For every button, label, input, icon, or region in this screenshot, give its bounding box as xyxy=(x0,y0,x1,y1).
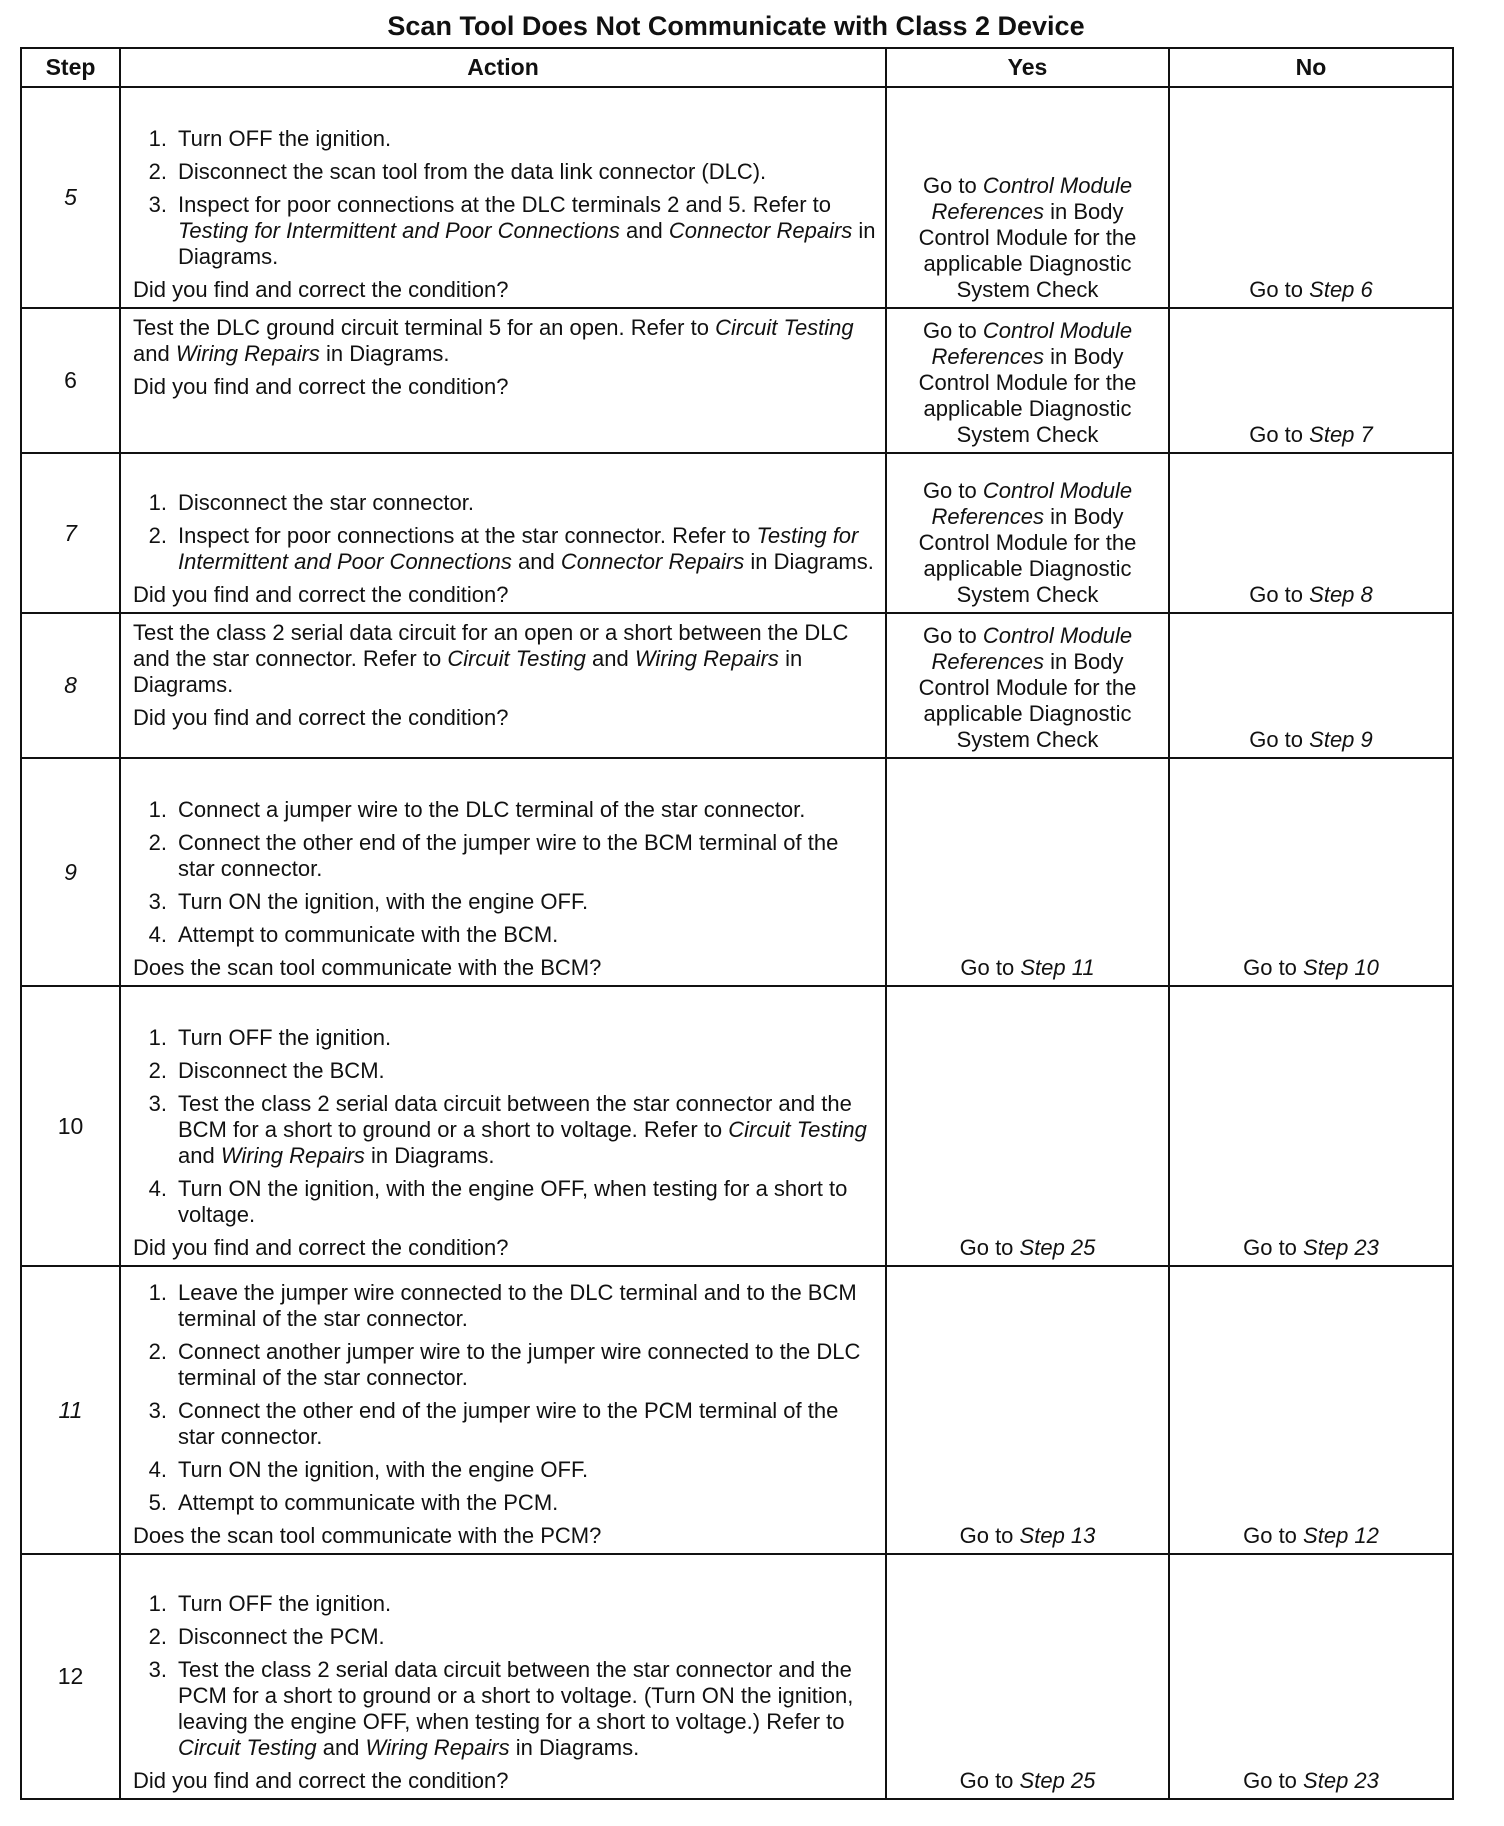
header-action: Action xyxy=(120,48,886,87)
step-number: 10 xyxy=(21,986,120,1266)
step-number: 12 xyxy=(21,1554,120,1799)
yes-cell: Go to Step 25 xyxy=(886,1554,1169,1799)
reference-link: Wiring Repairs xyxy=(634,646,779,671)
table-row xyxy=(21,87,1453,308)
action-item: Connect a jumper wire to the DLC terminal of the star connector. xyxy=(178,797,806,822)
header-step: Step xyxy=(21,48,120,87)
action-item: Inspect for poor connections at the DLC terminals 2 and 5. Refer to Testing for Intermittent and Poor Connections and Connector Repairs in Diagrams. xyxy=(178,192,876,269)
action-item: Disconnect the star connector. xyxy=(178,490,474,515)
action-item: Connect the other end of the jumper wire to the BCM terminal of the star connector. xyxy=(178,830,839,881)
yes-cell: Go to Control Module References in Body Control Module for the applicable Diagnostic System Check xyxy=(886,613,1169,758)
action-cell: 1. Turn OFF the ignition. 2. Disconnect the scan tool from the data link connector (DLC). 3. Inspect for poor connections at the DLC terminals 2 and 5. Refer to Testing for Intermittent and Poor Connections and Connector Repairs in Diagrams. Did you find and correct the condition? xyxy=(120,87,886,308)
header-no: No xyxy=(1169,48,1453,87)
reference-link: Circuit Testing xyxy=(447,646,586,671)
question: Did you find and correct the condition? xyxy=(133,705,509,730)
step-number: 7 xyxy=(21,453,120,613)
yes-cell: Go to Control Module References in Body Control Module for the applicable Diagnostic System Check xyxy=(886,453,1169,613)
no-cell: Go to Step 23 xyxy=(1169,986,1453,1266)
table-row xyxy=(21,613,1453,758)
diagnostic-table xyxy=(20,47,1454,1800)
header-yes: Yes xyxy=(886,48,1169,87)
action-cell xyxy=(120,613,886,758)
reference-link: Circuit Testing xyxy=(728,1117,867,1142)
action-item: Connect another jumper wire to the jumper wire connected to the DLC terminal of the star connector. xyxy=(178,1339,861,1390)
reference-link: Testing for Intermittent and Poor Connections xyxy=(178,523,859,574)
question: Does the scan tool communicate with the PCM? xyxy=(133,1523,602,1548)
action-item: Turn OFF the ignition. xyxy=(178,1025,392,1050)
action-item: Inspect for poor connections at the star connector. Refer to Testing for Intermittent and Poor Connections and Connector Repairs in Diagrams. xyxy=(178,523,874,574)
reference-link: Testing for Intermittent and Poor Connections xyxy=(178,218,620,243)
action-text: Test the DLC ground circuit terminal 5 for an open. Refer to Circuit Testing and Wiring Repairs in Diagrams. xyxy=(133,315,854,366)
reference-link: Wiring Repairs xyxy=(175,341,320,366)
reference-link: Circuit Testing xyxy=(715,315,854,340)
no-cell: Go to Step 7 xyxy=(1169,308,1453,453)
action-cell xyxy=(120,308,886,453)
reference-link: Connector Repairs xyxy=(560,549,745,574)
table-row xyxy=(21,308,1453,453)
question: Did you find and correct the condition? xyxy=(133,374,509,399)
reference-link: Circuit Testing xyxy=(178,1735,317,1760)
action-item: Turn OFF the ignition. xyxy=(178,1591,392,1616)
table-row xyxy=(21,1554,1453,1799)
action-item: Attempt to communicate with the BCM. xyxy=(178,922,559,947)
no-cell: Go to Step 9 xyxy=(1169,613,1453,758)
step-number: 11 xyxy=(21,1266,120,1554)
page-title: Scan Tool Does Not Communicate with Class 2 Device xyxy=(387,11,1085,41)
reference-link: Connector Repairs xyxy=(668,218,853,243)
yes-cell: Go to Step 25 xyxy=(886,986,1169,1266)
reference-link: Wiring Repairs xyxy=(220,1143,365,1168)
no-cell: Go to Step 8 xyxy=(1169,453,1453,613)
no-cell: Go to Step 6 xyxy=(1169,87,1453,308)
action-item: Test the class 2 serial data circuit between the star connector and the BCM for a short to ground or a short to voltage. Refer to Circuit Testing and Wiring Repairs in Diagrams. xyxy=(178,1091,867,1168)
question: Did you find and correct the condition? xyxy=(133,1768,509,1793)
table-row xyxy=(21,453,1453,613)
action-item: Test the class 2 serial data circuit between the star connector and the PCM for a short to ground or a short to voltage. (Turn ON the ignition, leaving the engine OFF, when testing for a short to voltage.) Refer to Circuit Testing and Wiring Repairs in Diagrams. xyxy=(178,1657,854,1760)
no-cell: Go to Step 23 xyxy=(1169,1554,1453,1799)
yes-cell: Go to Step 13 xyxy=(886,1266,1169,1554)
question: Does the scan tool communicate with the BCM? xyxy=(133,955,602,980)
step-number: 6 xyxy=(21,308,120,453)
table-row xyxy=(21,1266,1453,1554)
action-cell: 1. Disconnect the star connector. 2. Inspect for poor connections at the star connector. Refer to Testing for Intermittent and Poor Connections and Connector Repairs in Diagrams. Did you find and correct the condition? xyxy=(120,453,886,613)
question: Did you find and correct the condition? xyxy=(133,582,509,607)
question: Did you find and correct the condition? xyxy=(133,277,509,302)
action-cell: 1. Connect a jumper wire to the DLC terminal of the star connector. 2. Connect the other end of the jumper wire to the BCM terminal of the star connector. 3. Turn ON the ignition, with the engine OFF. 4. Attempt to communicate with the BCM. Does the scan tool communicate with the BCM? xyxy=(120,758,886,986)
action-item: Disconnect the BCM. xyxy=(178,1058,385,1083)
no-cell: Go to Step 10 xyxy=(1169,758,1453,986)
yes-cell: Go to Control Module References in Body Control Module for the applicable Diagnostic System Check xyxy=(886,308,1169,453)
no-cell: Go to Step 12 xyxy=(1169,1266,1453,1554)
action-item: Turn OFF the ignition. xyxy=(178,126,392,151)
table-row xyxy=(21,986,1453,1266)
action-item: Turn ON the ignition, with the engine OFF, when testing for a short to voltage. xyxy=(178,1176,848,1227)
action-item: Attempt to communicate with the PCM. xyxy=(178,1490,559,1515)
step-number: 5 xyxy=(21,87,120,308)
action-text: Test the class 2 serial data circuit for an open or a short between the DLC and the star connector. Refer to Circuit Testing and Wiring Repairs in Diagrams. xyxy=(133,620,849,697)
action-item: Disconnect the scan tool from the data link connector (DLC). xyxy=(178,159,767,184)
yes-cell: Go to Control Module References in Body Control Module for the applicable Diagnostic System Check xyxy=(886,87,1169,308)
action-item: Turn ON the ignition, with the engine OFF. xyxy=(178,1457,589,1482)
action-item: Leave the jumper wire connected to the DLC terminal and to the BCM terminal of the star connector. xyxy=(178,1280,857,1331)
action-item: Connect the other end of the jumper wire to the PCM terminal of the star connector. xyxy=(178,1398,839,1449)
table-row xyxy=(21,758,1453,986)
question: Did you find and correct the condition? xyxy=(133,1235,509,1260)
action-cell: 1. Turn OFF the ignition. 2. Disconnect the BCM. 3. Test the class 2 serial data circuit between the star connector and the BCM for a short to ground or a short to voltage. Refer to Circuit Testing and Wiring Repairs in Diagrams. 4. Turn ON the ignition, with the engine OFF, when testing for a short to voltage. Did you find and correct the condition? xyxy=(120,986,886,1266)
reference-link: Wiring Repairs xyxy=(365,1735,510,1760)
yes-cell: Go to Step 11 xyxy=(886,758,1169,986)
step-number: 8 xyxy=(21,613,120,758)
header-row xyxy=(21,48,1453,87)
action-cell: 1. Leave the jumper wire connected to the DLC terminal and to the BCM terminal of the star connector. 2. Connect another jumper wire to the jumper wire connected to the DLC terminal of the star connector. 3. Connect the other end of the jumper wire to the PCM terminal of the star connector. 4. Turn ON the ignition, with the engine OFF. 5. Attempt to communicate with the PCM. Does the scan tool communicate with the PCM? xyxy=(120,1266,886,1554)
action-item: Disconnect the PCM. xyxy=(178,1624,385,1649)
action-cell: 1. Turn OFF the ignition. 2. Disconnect the PCM. 3. Test the class 2 serial data circuit between the star connector and the PCM for a short to ground or a short to voltage. (Turn ON the ignition, leaving the engine OFF, when testing for a short to voltage.) Refer to Circuit Testing and Wiring Repairs in Diagrams. Did you find and correct the condition? xyxy=(120,1554,886,1799)
step-number: 9 xyxy=(21,758,120,986)
action-item: Turn ON the ignition, with the engine OFF. xyxy=(178,889,589,914)
